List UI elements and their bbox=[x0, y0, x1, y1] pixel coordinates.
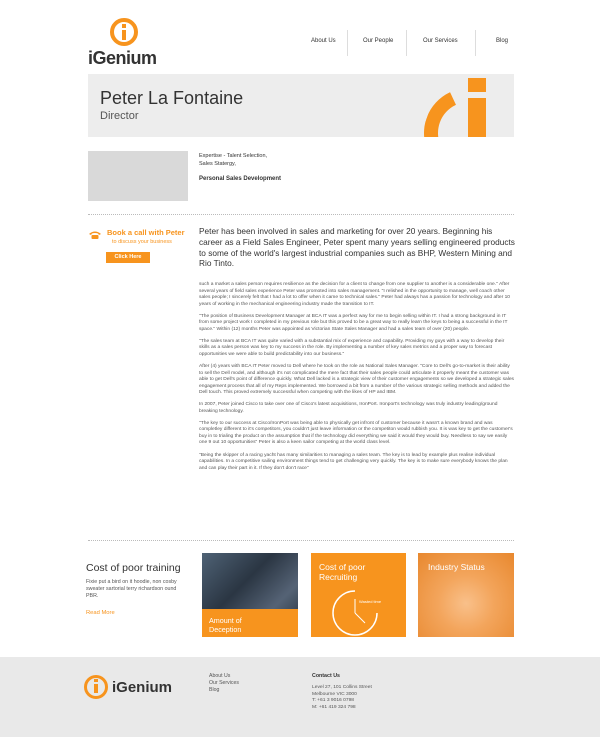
nav-blog[interactable]: Blog bbox=[496, 38, 509, 44]
contact-heading: Contact Us bbox=[312, 673, 340, 679]
person-name: Peter La Fontaine bbox=[100, 88, 244, 108]
expertise-text: Expertise - Talent Selection, Sales Statergy, bbox=[199, 153, 268, 167]
banner-logo-graphic bbox=[411, 75, 514, 137]
footer-link-about-us[interactable]: About Us bbox=[209, 673, 231, 679]
click-here-button[interactable]: Click Here bbox=[106, 252, 150, 263]
nav-our-services[interactable]: Our Services bbox=[423, 38, 458, 44]
book-call-title[interactable]: Book a call with Peter bbox=[107, 228, 185, 237]
profile-photo bbox=[88, 151, 188, 201]
contact-details bbox=[312, 685, 372, 711]
phone-icon bbox=[88, 230, 102, 240]
article-body bbox=[199, 282, 515, 478]
profile-banner bbox=[88, 74, 514, 137]
brand-name: iGenium bbox=[88, 48, 157, 68]
logo[interactable] bbox=[88, 18, 168, 68]
article-paragraph: "The key to our success at Cisco/IronPort was being able to physically get infront of customer because it wasn't a known brand and was completley different to it's competitors, you couldn't just leave information or the competiton would rubbish you. It is was key to get the customer's buy in to trialing the product on the assumption that if the technology did everything we said it would they would buy. Needless to say we easily one 9 out 10 opportunities" Peter is also a keen sailor competing at the world class level. bbox=[199, 420, 513, 446]
footer bbox=[0, 657, 600, 737]
tile-label: Industry Status bbox=[428, 562, 485, 572]
divider bbox=[88, 540, 514, 541]
logo-i-icon bbox=[84, 675, 108, 699]
address-line: Level 27, 101 Collins Street bbox=[312, 685, 372, 690]
clock-chart-icon bbox=[325, 587, 397, 637]
article-paragraph: "Being the skipper of a racing yacht has many similarities to managing a sales team. The key is to lead by example plus realise individual capabilities. In a competitive sailing environment things tend to get challenging very quickly. The key is to make sure everybody knows the plan and can play their part in it. If they don't don't race" bbox=[199, 452, 508, 471]
read-more-link[interactable]: Read More bbox=[86, 610, 115, 616]
person-role: Director bbox=[100, 110, 139, 122]
article-paragraph: After (4) years with BCA IT Peter moved to Dell where he took on the role as National Sales Manager. "Core to Dell's go-to-market is their ability to sell the Dell model, and although it's not complicated the mere fact that their sales people could articulate it properly meant the customer was able to get Dell's point of difference quickly. What Dell lacked is a strategic view of their customer engagements so we developed a strategic sales engagement process that all of my Reps implemented. We borrowed a bit from a number of the various strategic selling methods and added the Dell touch. This proved extremely successful when competing with the likes of HP and IBM. bbox=[199, 364, 515, 396]
tile-label: Cost of poor Recruiting bbox=[319, 562, 366, 582]
tile-cost-of-poor-recruiting[interactable] bbox=[311, 553, 406, 637]
article-paragraph: "The sales team at BCA IT was quite varied with a substantial mix of experience and capability. Providing my guys with a way to develop their skills as a sales person was key to my success in the role. By implementing a number of key sales metrics and a proper way to forecast opportunities we were able to build predictability into our business." bbox=[199, 338, 505, 357]
divider bbox=[88, 214, 514, 215]
footer-logo[interactable] bbox=[84, 671, 173, 705]
article-paragraph: In 2007, Peter joined Cisco to take over one of Cisco's latest acquisitions, IronPort. Ironport's technology was truly industry leading/ground breaking technology. bbox=[199, 402, 498, 414]
book-call-subtitle: to discuss your business bbox=[112, 239, 172, 245]
personal-heading: Personal Sales Development bbox=[199, 176, 282, 182]
feature-text: Fixie put a bird on it hoodie, non cosby sweater sartorial terry richardson ound PBR. bbox=[86, 579, 177, 599]
phone-number[interactable]: T: +61 3 9016 0798 bbox=[312, 698, 355, 703]
mobile-number[interactable]: M: +61 419 324 798 bbox=[312, 704, 356, 710]
feature-title: Cost of poor training bbox=[86, 562, 181, 574]
logo-i-icon bbox=[110, 18, 138, 46]
tile-label: Amount of Deception bbox=[209, 616, 242, 634]
tile-amount-of-deception[interactable] bbox=[202, 553, 298, 637]
footer-link-our-services[interactable]: Our Services bbox=[209, 679, 239, 686]
footer-links bbox=[209, 673, 239, 693]
article-paragraph: such a market a sales person requires resilience as the decision for a client to change from one supplier to another is a considerable one." After several years of field sales experience Peter was promoted into sales management. "I relished in the opportunity to manage, well coach other sales people; I sincerely felt that I had a lot to offer when it came to technical sales." Peter had always has a passion for technology and after 10 years of working in the mechanical engineering industry made the transition to IT. bbox=[199, 282, 511, 307]
article-paragraph: "The position of Business Development Manager at BCA IT was a perfect way for me to begin selling within IT. I had a strong background in IT from some project work I completed in my previous role but this proved to be a great way to really learn the keys to being a successful in the IT space." Within (12) months Peter was appointed as Victorian State Sales Manager and had a sales team of over (20) people. bbox=[199, 313, 508, 332]
nav-about-us[interactable]: About Us bbox=[311, 38, 336, 44]
article-lead: Peter has been involved in sales and marketing for over 20 years. Beginning his career as a Field Sales Engineer, Peter spent many years selling engineered products to some of the world's largest industrial companies such as BHP, Western Mining and Rio Tinto. bbox=[199, 226, 515, 269]
tile-industry-status[interactable] bbox=[418, 553, 514, 637]
nav-our-people[interactable]: Our People bbox=[363, 38, 394, 44]
footer-brand-name: iGenium bbox=[112, 679, 173, 696]
address-line: Melbourne VIC 3000 bbox=[312, 691, 357, 697]
footer-link-blog[interactable]: Blog bbox=[209, 686, 220, 693]
wasted-time-label: Wasted time bbox=[359, 599, 382, 604]
